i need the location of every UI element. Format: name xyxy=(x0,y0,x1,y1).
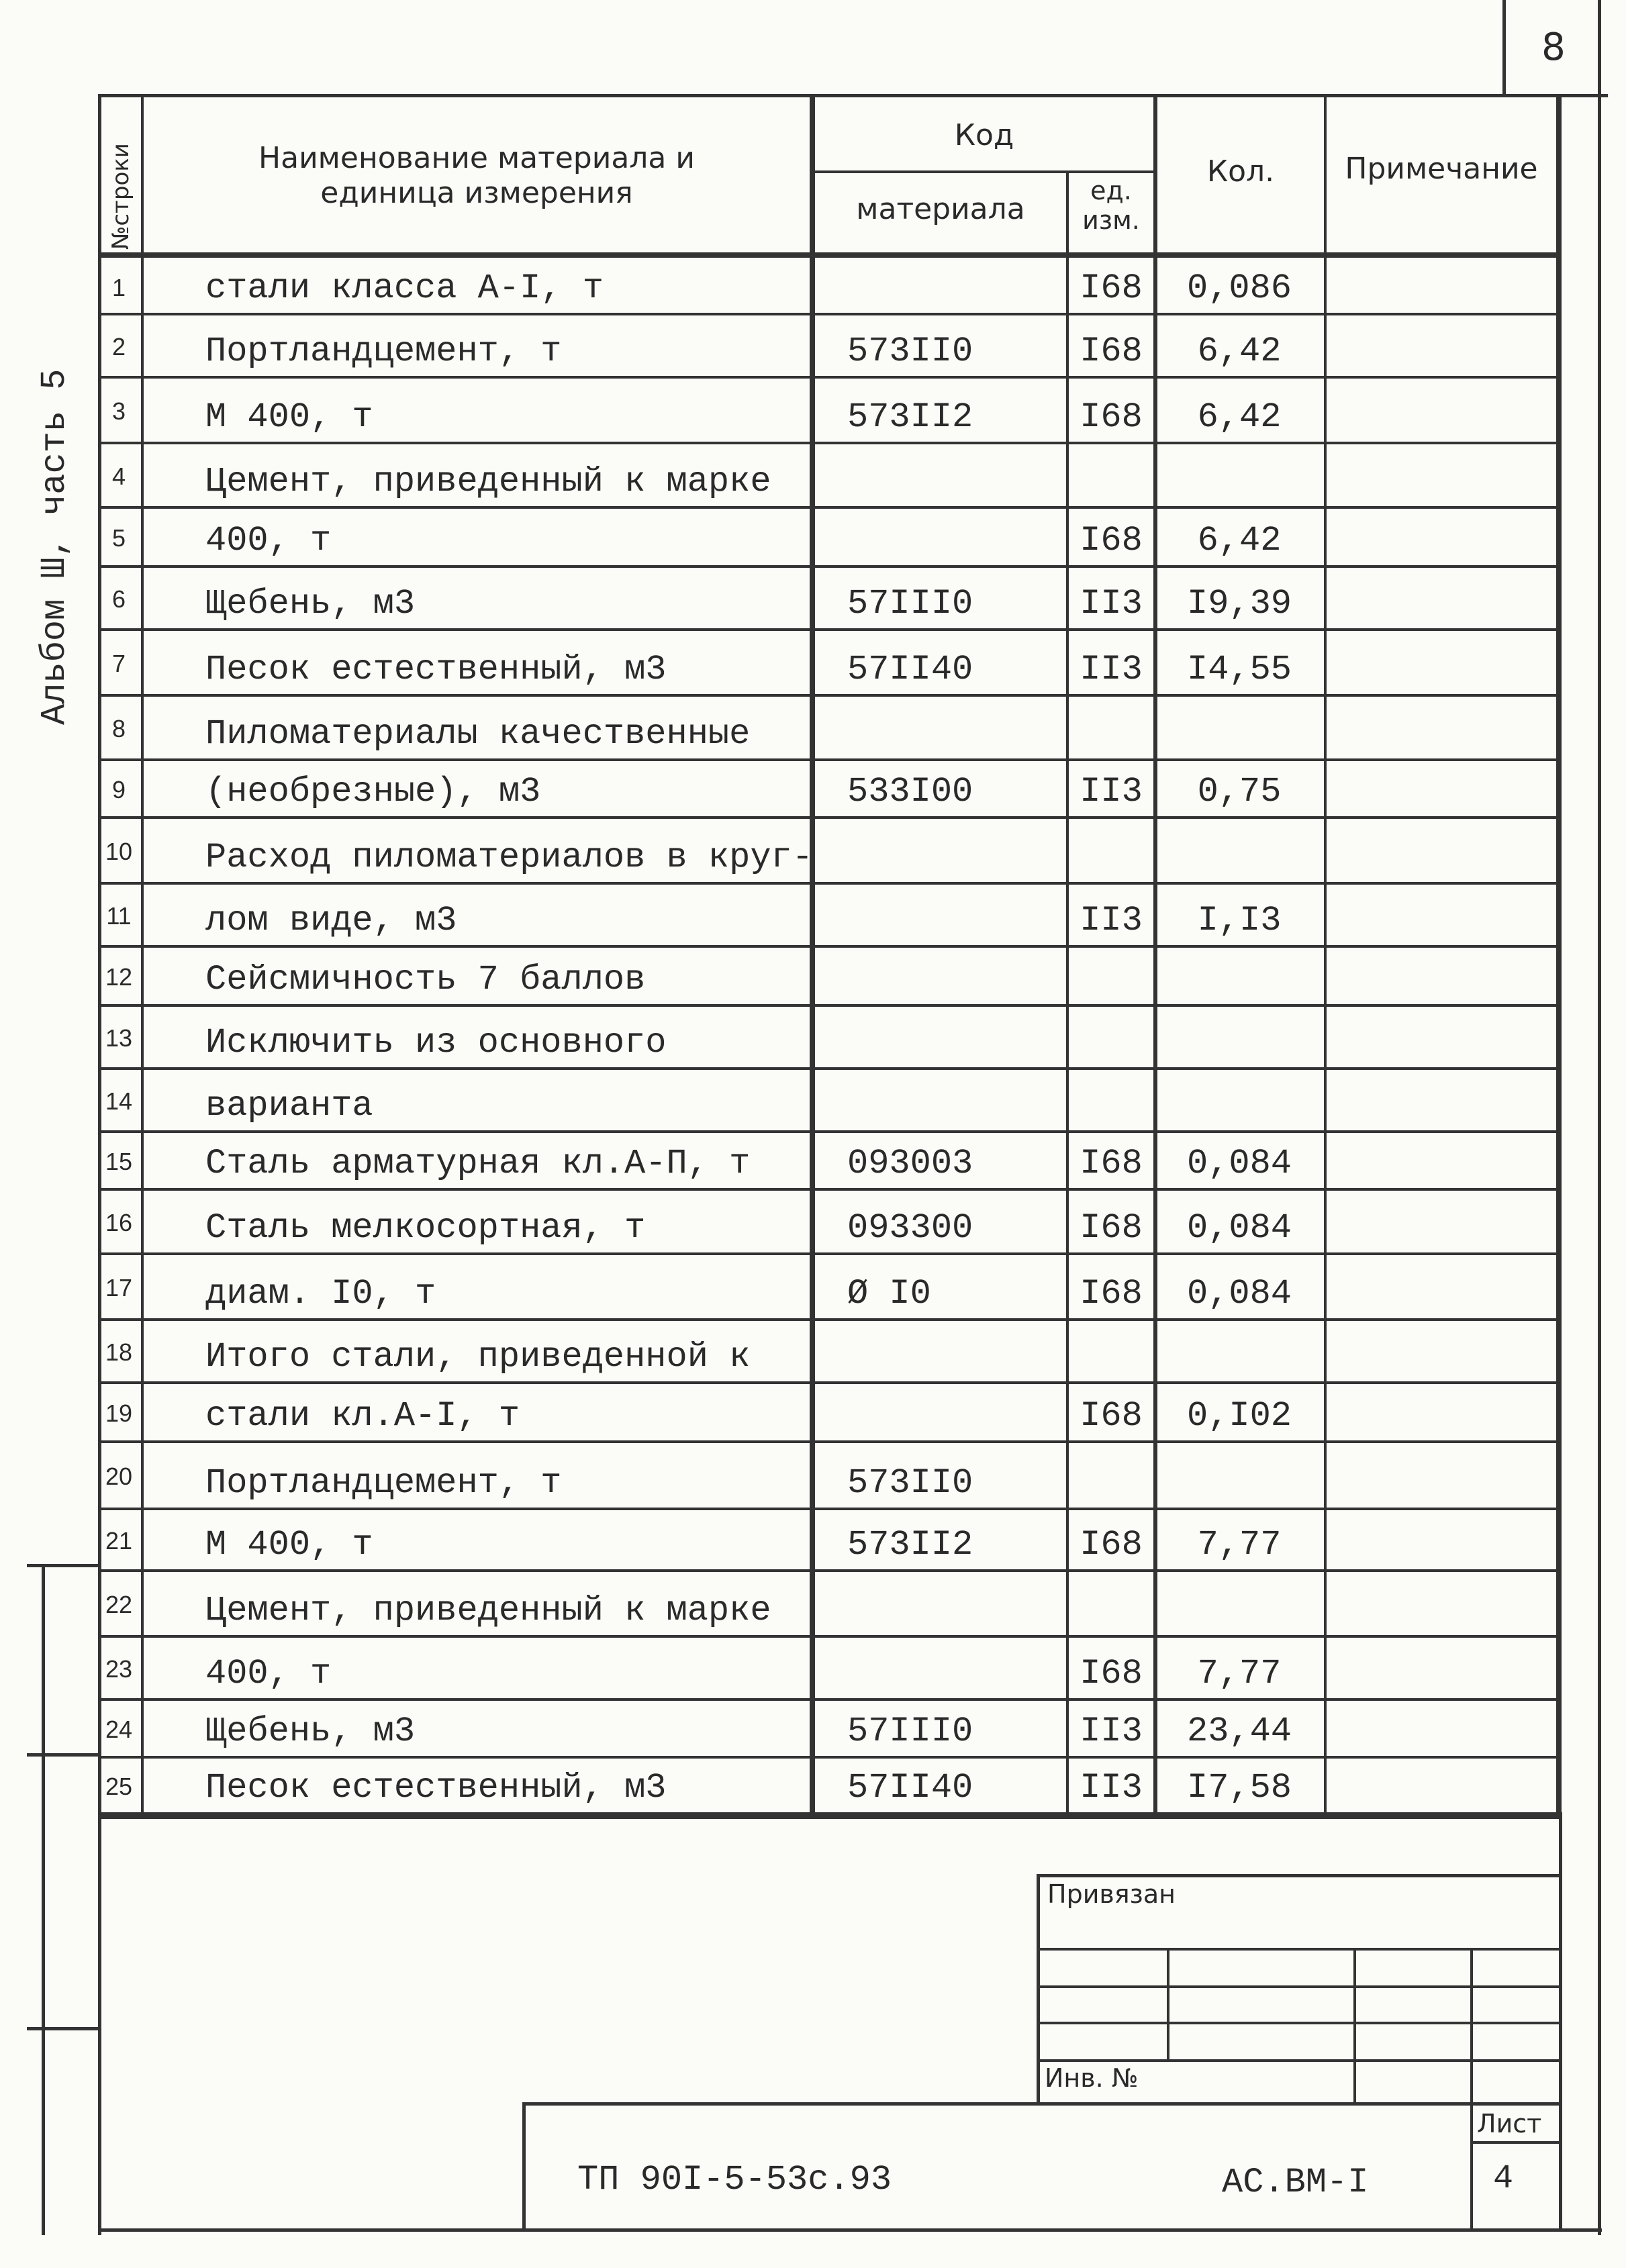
quantity: 0,084 xyxy=(1186,1274,1292,1314)
material-name: Песок естественный, м3 xyxy=(205,650,667,689)
material-code: 573II0 xyxy=(847,1463,973,1503)
material-name: М 400, т xyxy=(205,397,373,437)
row-rule xyxy=(98,1318,1560,1321)
material-name: 400, т xyxy=(205,521,332,560)
name-header-line1: Наименование материала и xyxy=(258,141,695,175)
material-name: Сталь арматурная кл.А-П, т xyxy=(205,1144,751,1183)
stamp-rule xyxy=(1037,1874,1040,2106)
unit-code: I68 xyxy=(1080,1274,1143,1314)
material-code: Ø I0 xyxy=(847,1274,931,1314)
code-header: Код xyxy=(954,118,1014,152)
row-number: 8 xyxy=(111,715,126,742)
row-rule xyxy=(98,1569,1560,1572)
row-rule xyxy=(98,506,1560,509)
bottom-frame-border xyxy=(98,2228,1602,2232)
col-rule xyxy=(810,94,815,1819)
stamp-rule xyxy=(1353,1948,1356,2106)
stamp-rule xyxy=(1037,1948,1562,1951)
row-rule xyxy=(98,1004,1560,1007)
row-number: 22 xyxy=(105,1591,133,1618)
quantity: I4,55 xyxy=(1186,650,1292,689)
material-name: Щебень, м3 xyxy=(205,584,416,624)
unit-code: II3 xyxy=(1080,650,1143,689)
quantity: 23,44 xyxy=(1186,1712,1292,1751)
margin-rule xyxy=(42,1564,45,2235)
row-rule xyxy=(98,945,1560,948)
row-rule xyxy=(98,1440,1560,1443)
row-number: 13 xyxy=(105,1024,133,1052)
row-rule xyxy=(98,565,1560,568)
material-name: Песок естественный, м3 xyxy=(205,1768,667,1808)
row-rule xyxy=(98,1756,1560,1759)
row-number: 4 xyxy=(111,462,126,490)
row-number: 14 xyxy=(105,1087,133,1115)
unit-code: I68 xyxy=(1080,1396,1143,1436)
material-name: Расход пиломатериалов в круг- xyxy=(205,838,813,877)
header-bottom-rule xyxy=(98,252,1558,258)
row-rule xyxy=(98,1635,1560,1638)
document-code: ТП 90I-5-53с.93 xyxy=(577,2160,892,2200)
side-label-text: Альбом Ш, часть 5 xyxy=(35,368,75,725)
quantity: I,I3 xyxy=(1197,901,1282,940)
row-rule xyxy=(98,1130,1560,1133)
material-name: Щебень, м3 xyxy=(205,1712,416,1751)
row-number: 17 xyxy=(105,1274,133,1301)
code-unit-header xyxy=(1069,176,1153,235)
table-top-border xyxy=(98,94,1605,97)
row-number: 25 xyxy=(105,1773,133,1800)
row-number: 24 xyxy=(105,1716,133,1743)
material-name: Исключить из основного xyxy=(205,1023,667,1063)
material-name: М 400, т xyxy=(205,1525,373,1565)
unit-code: II3 xyxy=(1080,1768,1143,1808)
unit-code: I68 xyxy=(1080,397,1143,437)
material-name: Цемент, приведенный к марке xyxy=(205,1591,771,1630)
row-rule xyxy=(98,1067,1560,1070)
document-mark: АС.ВМ-I xyxy=(1222,2163,1369,2202)
row-rule xyxy=(98,1252,1560,1255)
unit-code: I68 xyxy=(1080,1525,1143,1565)
material-name: диам. I0, т xyxy=(205,1274,436,1314)
material-name: Цемент, приведенный к марке xyxy=(205,462,771,501)
quantity: 7,77 xyxy=(1197,1525,1282,1565)
right-frame-border xyxy=(1598,0,1601,2235)
stamp-rule xyxy=(1037,1874,1562,1877)
material-name: (необрезные), м3 xyxy=(205,772,541,811)
tied-label: Привязан xyxy=(1047,1879,1176,1909)
row-number-header-text: №строки xyxy=(107,143,134,250)
code-subheader-rule xyxy=(814,170,1156,173)
row-number: 21 xyxy=(105,1527,133,1555)
sheet-number: 4 xyxy=(1493,2160,1514,2198)
row-number: 10 xyxy=(105,838,133,865)
row-number: 15 xyxy=(105,1148,133,1175)
material-name: стали кл.А-I, т xyxy=(205,1396,520,1436)
qty-header: Кол. xyxy=(1206,154,1275,189)
unit-code: II3 xyxy=(1080,901,1143,940)
page-number: 8 xyxy=(1541,26,1566,69)
material-name: Сталь мелкосортная, т xyxy=(205,1208,646,1248)
material-name: Итого стали, приведенной к xyxy=(205,1337,751,1377)
row-rule xyxy=(98,816,1560,819)
margin-rule xyxy=(27,1564,99,1567)
material-name: Пиломатериалы качественные xyxy=(205,714,751,754)
quantity: 0,086 xyxy=(1186,268,1292,308)
row-number: 18 xyxy=(105,1338,133,1366)
row-number: 5 xyxy=(111,524,126,552)
material-code: 573II0 xyxy=(847,332,973,371)
name-header-line2: единица измерения xyxy=(320,176,633,210)
table-bottom-rule xyxy=(98,1812,1562,1819)
unit-code: I68 xyxy=(1080,1654,1143,1693)
row-number: 3 xyxy=(111,397,126,425)
material-name: Портландцемент, т xyxy=(205,332,562,371)
margin-rule xyxy=(27,2027,99,2030)
row-rule xyxy=(98,1508,1560,1510)
quantity: 6,42 xyxy=(1197,332,1282,371)
stamp-rule xyxy=(1559,1812,1562,2230)
name-header xyxy=(144,141,810,211)
material-code: 093300 xyxy=(847,1208,973,1248)
stamp-rule xyxy=(1037,2022,1562,2024)
quantity: 6,42 xyxy=(1197,521,1282,560)
col-rule xyxy=(1556,94,1562,1819)
stamp-rule xyxy=(522,2102,1562,2106)
unit-code: II3 xyxy=(1080,772,1143,811)
quantity: I9,39 xyxy=(1186,584,1292,624)
row-number: 19 xyxy=(105,1399,133,1427)
material-code: 57III0 xyxy=(847,584,973,624)
unit-code: II3 xyxy=(1080,1712,1143,1751)
quantity: 0,75 xyxy=(1197,772,1282,811)
row-rule xyxy=(98,313,1560,315)
row-number: 1 xyxy=(111,274,126,301)
row-number: 6 xyxy=(111,585,126,613)
quantity: I7,58 xyxy=(1186,1768,1292,1808)
row-rule xyxy=(98,758,1560,761)
row-rule xyxy=(98,1188,1560,1191)
col-rule xyxy=(1324,94,1327,1819)
row-rule xyxy=(98,442,1560,444)
row-number: 11 xyxy=(106,902,132,930)
code-unit-header-line1: ед. xyxy=(1090,176,1132,205)
margin-rule xyxy=(27,1753,99,1757)
material-name: Сейсмичность 7 баллов xyxy=(205,960,646,999)
material-code: 57II40 xyxy=(847,1768,973,1808)
row-rule xyxy=(98,1698,1560,1701)
stamp-rule xyxy=(522,2102,526,2230)
material-code: 533I00 xyxy=(847,772,973,811)
material-name: лом виде, м3 xyxy=(205,901,457,940)
row-number: 12 xyxy=(105,963,133,991)
row-rule xyxy=(98,1381,1560,1384)
inventory-number-label: Инв. № xyxy=(1045,2063,1139,2093)
unit-code: I68 xyxy=(1080,268,1143,308)
stamp-rule xyxy=(1470,2141,1562,2144)
code-material-header: материала xyxy=(856,192,1025,226)
stamp-rule xyxy=(1037,2059,1562,2062)
material-name: стали класса А-I, т xyxy=(205,268,604,308)
unit-code: I68 xyxy=(1080,332,1143,371)
row-rule xyxy=(98,882,1560,885)
code-unit-header-line2: изм. xyxy=(1082,205,1140,235)
row-number: 7 xyxy=(111,650,126,677)
material-code: 573II2 xyxy=(847,397,973,437)
note-header: Примечание xyxy=(1345,152,1538,186)
row-number: 9 xyxy=(111,776,126,803)
row-number: 16 xyxy=(105,1209,133,1236)
row-number: 2 xyxy=(111,333,126,360)
material-name: Портландцемент, т xyxy=(205,1463,562,1503)
stamp-rule xyxy=(1037,1985,1562,1988)
row-number: 20 xyxy=(105,1463,133,1490)
quantity: 0,I02 xyxy=(1186,1396,1292,1436)
stamp-rule xyxy=(1167,1948,1169,2059)
row-rule xyxy=(98,376,1560,379)
row-rule xyxy=(98,628,1560,631)
quantity: 0,084 xyxy=(1186,1208,1292,1248)
side-label xyxy=(35,368,89,779)
unit-code: I68 xyxy=(1080,1144,1143,1183)
material-name: 400, т xyxy=(205,1654,332,1693)
quantity: 6,42 xyxy=(1197,397,1282,437)
material-code: 573II2 xyxy=(847,1525,973,1565)
col-rule xyxy=(141,94,144,1819)
row-rule xyxy=(98,694,1560,697)
material-name: варианта xyxy=(205,1086,373,1126)
material-code: 57III0 xyxy=(847,1712,973,1751)
material-code: 093003 xyxy=(847,1144,973,1183)
stamp-rule xyxy=(1470,1948,1473,2230)
row-number: 23 xyxy=(105,1655,133,1683)
unit-code: I68 xyxy=(1080,1208,1143,1248)
quantity: 0,084 xyxy=(1186,1144,1292,1183)
material-code: 57II40 xyxy=(847,650,973,689)
unit-code: II3 xyxy=(1080,584,1143,624)
quantity: 7,77 xyxy=(1197,1654,1282,1693)
sheet-label: Лист xyxy=(1477,2109,1542,2138)
unit-code: I68 xyxy=(1080,521,1143,560)
